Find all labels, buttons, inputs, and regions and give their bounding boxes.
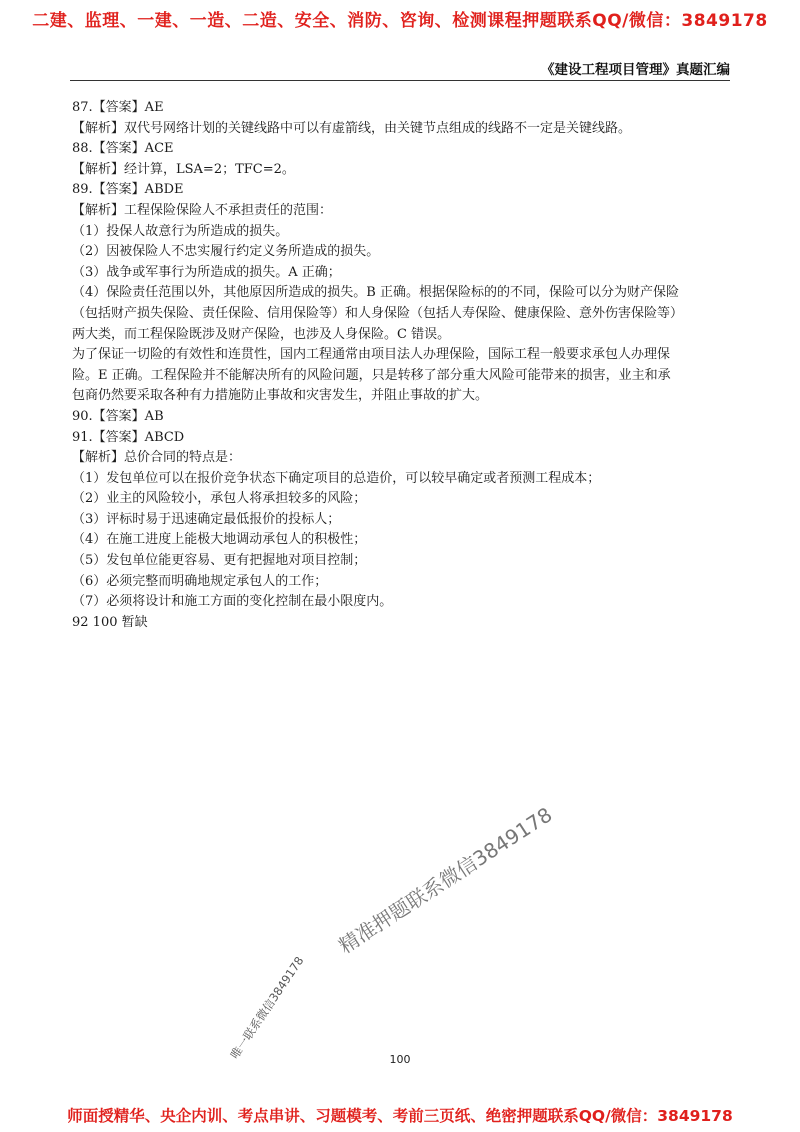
text-line: （7）必须将设计和施工方面的变化控制在最小限度内。 xyxy=(72,594,393,610)
text-line: （2）因被保险人不忠实履行约定义务所造成的损失。 xyxy=(72,244,380,260)
book-title: 《建设工程项目管理》真题汇编 xyxy=(541,62,730,78)
text-line: （3）评标时易于迅速确定最低报价的投标人； xyxy=(72,511,341,527)
bottom-promo-banner: 师面授精华、央企内训、考点串讲、习题模考、考前三页纸、绝密押题联系QQ/微信：3849178 xyxy=(67,1107,733,1125)
text-line: （1）投保人故意行为所造成的损失。 xyxy=(72,223,289,239)
text-line: 88.【答案】ACE xyxy=(72,141,174,157)
text-line: 为了保证一切险的有效性和连贯性，国内工程通常由项目法人办理保险，国际工程一般要求承包人办理保 xyxy=(72,347,671,363)
text-line: （包括财产损失保险、责任保险、信用保险等）和人身保险（包括人寿保险、健康保险、意外伤害保险等） xyxy=(72,305,684,321)
text-line: （4）保险责任范围以外，其他原因所造成的损失。B 正确。根据保险标的的不同，保险可以分为财产保险 xyxy=(72,285,679,301)
top-promo-banner: 二建、监理、一建、一造、二造、安全、消防、咨询、检测课程押题联系QQ/微信：3849178 xyxy=(32,11,768,31)
text-line: 87.【答案】AE xyxy=(72,100,164,115)
text-line: 89.【答案】ABDE xyxy=(72,182,184,198)
text-line: 【解析】总价合同的特点是： xyxy=(72,450,242,466)
text-line: 92 100 暂缺 xyxy=(72,614,148,630)
text-line: 包商仍然要采取各种有力措施防止事故和灾害发生，并阻止事故的扩大。 xyxy=(72,388,489,404)
text-line: 【解析】经计算，LSA=2；TFC=2。 xyxy=(72,161,295,177)
text-line: 90.【答案】AB xyxy=(72,408,164,424)
text-line: （1）发包单位可以在报价竞争状态下确定项目的总造价，可以较早确定或者预测工程成本； xyxy=(72,470,601,486)
text-line: （5）发包单位能更容易、更有把握地对项目控制； xyxy=(72,553,367,569)
header-divider xyxy=(70,80,730,81)
text-line: 险。E 正确。工程保险并不能解决所有的风险问题，只是转移了部分重大风险可能带来的损害，业主和承 xyxy=(72,367,671,383)
text-line: （4）在施工进度上能极大地调动承包人的积极性； xyxy=(72,532,367,548)
text-line: 91.【答案】ABCD xyxy=(72,429,185,445)
text-line: 两大类，而工程保险既涉及财产保险，也涉及人身保险。C 错误。 xyxy=(72,326,451,342)
text-line: （2）业主的风险较小，承包人将承担较多的风险； xyxy=(72,491,367,507)
answer-content xyxy=(72,98,732,633)
text-line: 【解析】双代号网络计划的关键线路中可以有虚箭线，由关键节点组成的线路不一定是关键线路。 xyxy=(72,120,632,136)
watermark-main: 精准押题联系微信3849178 xyxy=(334,802,557,959)
watermark-small: 唯一联系微信3849178 xyxy=(227,953,307,1062)
page-number: 100 xyxy=(389,1053,411,1066)
text-line: （3）战争或军事行为所造成的损失。A 正确； xyxy=(72,264,341,280)
text-line: 【解析】工程保险保险人不承担责任的范围： xyxy=(72,202,333,218)
text-line: （6）必须完整而明确地规定承包人的工作； xyxy=(72,573,328,589)
